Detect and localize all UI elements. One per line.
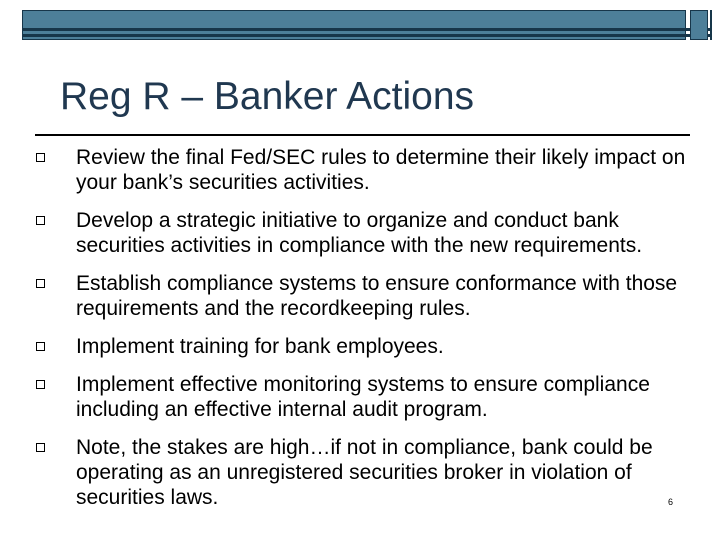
header-end-block: [690, 10, 708, 40]
bullet-item: [36, 271, 700, 321]
bullet-item: [36, 372, 700, 422]
header-line-lower: [22, 34, 712, 37]
bullet-item: [36, 334, 700, 359]
hollow-square-bullet-icon: [36, 380, 45, 389]
bullet-text: Implement training for bank employees.: [76, 335, 444, 358]
hollow-square-bullet-icon: [36, 443, 45, 452]
bullet-item: [36, 435, 700, 510]
header-decoration-bar: [22, 10, 712, 40]
bullet-text: Implement effective monitoring systems to ensure compliance including an effective internal audit program.: [76, 373, 650, 421]
slide-number: 6: [668, 497, 674, 507]
bullet-text: Review the final Fed/SEC rules to determine their likely impact on your bank’s securities activities.: [76, 146, 686, 194]
hollow-square-bullet-icon: [36, 279, 45, 288]
hollow-square-bullet-icon: [36, 216, 45, 225]
bullet-text: Develop a strategic initiative to organize and conduct bank securities activities in compliance with the new requirements.: [76, 209, 643, 257]
bullet-item: [36, 208, 700, 258]
bullet-item: [36, 145, 700, 195]
header-line-upper: [22, 28, 712, 31]
bullet-text: Note, the stakes are high…if not in compliance, bank could be operating as an unregistered securities broker in violation of securities laws.: [76, 436, 653, 509]
hollow-square-bullet-icon: [36, 153, 45, 162]
bullet-list: [36, 145, 700, 523]
title-underline: [35, 134, 690, 136]
header-end-line: [710, 10, 712, 40]
bullet-text: Establish compliance systems to ensure conformance with those requirements and the recordkeeping rules.: [76, 272, 678, 320]
slide-title: Reg R – Banker Actions: [60, 75, 475, 118]
hollow-square-bullet-icon: [36, 342, 45, 351]
